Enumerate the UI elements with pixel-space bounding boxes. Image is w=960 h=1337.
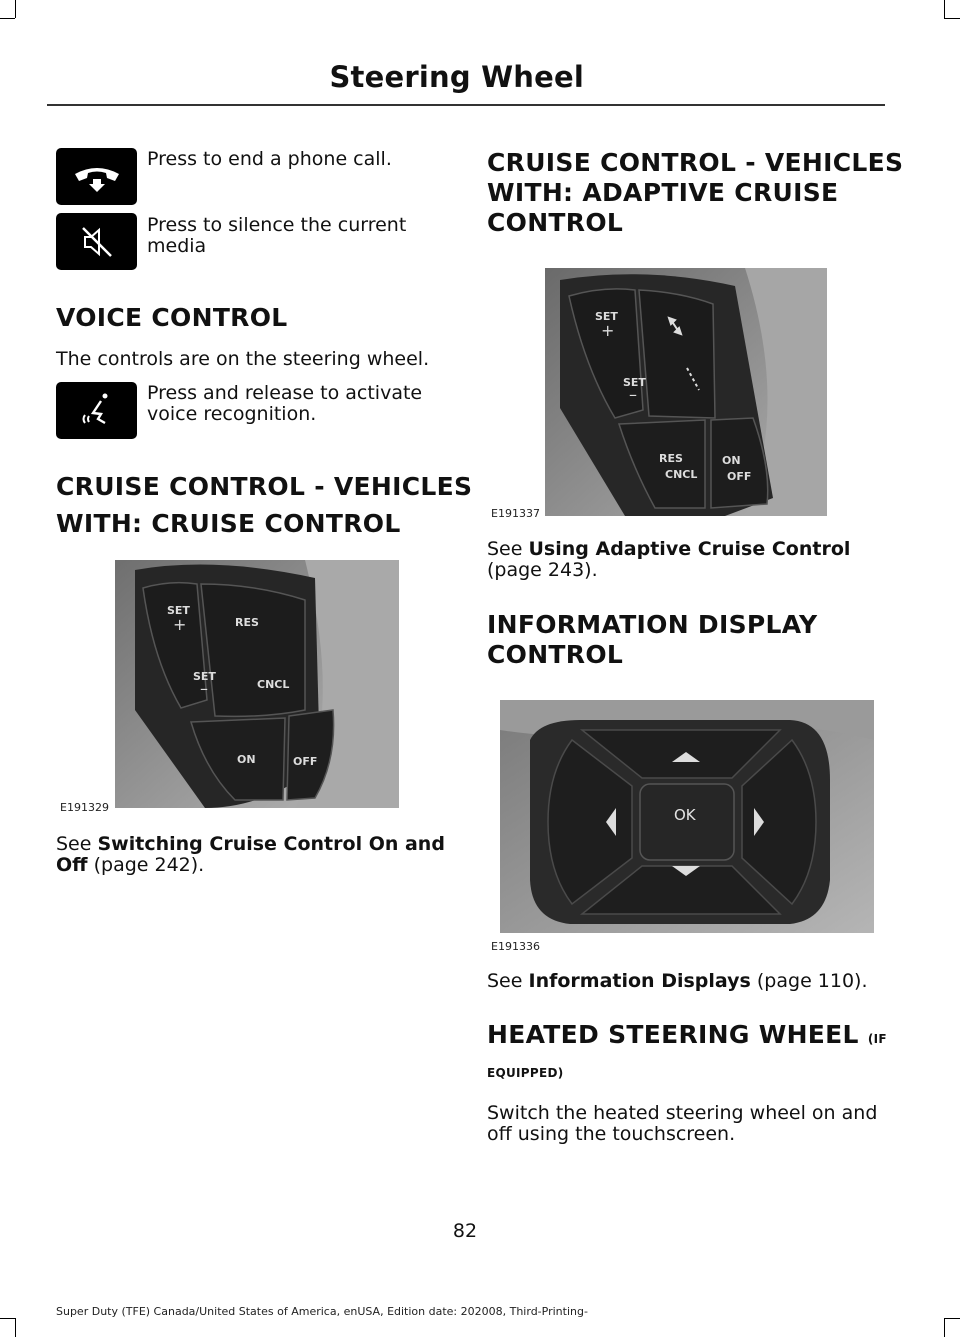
- see-label: See: [487, 970, 523, 992]
- page-number: 82: [452, 1220, 478, 1242]
- information-display-heading: [487, 610, 817, 670]
- cruise-control-reference: [56, 834, 446, 876]
- crop-mark: [944, 1318, 945, 1337]
- page-reference: (page 243).: [487, 559, 598, 581]
- adaptive-cruise-buttons-image: [545, 268, 827, 516]
- page-reference: (page 242).: [93, 854, 205, 876]
- cruise-control-heading: [56, 472, 472, 539]
- heated-steering-wheel-text: Switch the heated steering wheel on and off using the touchscreen.: [487, 1102, 878, 1145]
- heading-suffix-line: EQUIPPED): [487, 1066, 564, 1080]
- crop-mark: [15, 0, 16, 18]
- cross-reference-link[interactable]: Using Adaptive Cruise Control: [528, 538, 851, 560]
- heading-line: WITH: CRUISE CONTROL: [56, 509, 401, 538]
- cross-reference-link[interactable]: Information Displays: [528, 970, 751, 992]
- heated-steering-wheel-heading: [487, 1020, 887, 1054]
- crop-mark: [15, 1318, 16, 1337]
- crop-mark: [0, 1318, 15, 1319]
- heading-line: CONTROL: [487, 640, 624, 669]
- on-label: ON: [237, 753, 256, 766]
- heading-line: CONTROL: [487, 208, 624, 237]
- set-minus-label: SET: [193, 670, 216, 683]
- voice-control-intro: The controls are on the steering wheel.: [56, 348, 430, 370]
- heading-line: WITH: ADAPTIVE CRUISE: [487, 178, 839, 207]
- see-label: See: [56, 833, 92, 855]
- information-display-control-image: [500, 700, 874, 933]
- plus-glyph: +: [601, 321, 615, 340]
- adaptive-cruise-heading: [487, 148, 903, 238]
- footer-edition: Super Duty (TFE) Canada/United States of America, enUSA, Edition date: 202008, Third-Printing-: [56, 1305, 588, 1318]
- res-label: RES: [659, 452, 683, 465]
- heading-line: CRUISE CONTROL - VEHICLES: [487, 148, 904, 177]
- crop-mark: [944, 1318, 960, 1319]
- heading-line: CRUISE CONTROL - VEHICLES: [56, 472, 473, 501]
- mute-icon: [56, 213, 137, 270]
- cncl-label: CNCL: [665, 468, 698, 481]
- voice-control-heading: VOICE CONTROL: [56, 303, 288, 332]
- heading-suffix: (IF: [867, 1032, 887, 1046]
- image-code: E191337: [491, 507, 540, 520]
- image-code: E191329: [60, 801, 109, 814]
- res-label: RES: [235, 616, 259, 629]
- set-plus-label: SET: [167, 604, 190, 617]
- cruise-control-buttons-image: [115, 560, 399, 808]
- crop-mark: [944, 18, 960, 19]
- end-call-description: Press to end a phone call.: [147, 148, 392, 170]
- voice-recognition-description: Press and release to activate voice recognition.: [147, 382, 423, 425]
- end-call-icon: [56, 148, 137, 205]
- cncl-label: CNCL: [257, 678, 290, 691]
- information-display-reference: [487, 971, 887, 992]
- plus-glyph: +: [173, 615, 187, 634]
- crop-mark: [944, 0, 945, 18]
- adaptive-cruise-reference: [487, 539, 887, 581]
- set-plus-label: SET: [595, 310, 618, 323]
- minus-glyph: –: [629, 385, 637, 404]
- minus-glyph: –: [200, 679, 208, 698]
- crop-mark: [0, 18, 15, 19]
- header-divider: [47, 104, 885, 106]
- voice-recognition-icon: [56, 382, 137, 439]
- set-minus-label: SET: [623, 376, 646, 389]
- cross-reference-link[interactable]: Switching Cruise Control On and Off: [56, 833, 445, 876]
- heading-line: HEATED STEERING WHEEL: [487, 1020, 859, 1049]
- page-title: Steering Wheel: [329, 60, 584, 94]
- mute-description: Press to silence the current media: [147, 214, 407, 257]
- page-reference: (page 110).: [756, 970, 868, 992]
- ok-label: OK: [674, 806, 696, 824]
- image-code: E191336: [491, 940, 540, 953]
- see-label: See: [487, 538, 523, 560]
- off-label: OFF: [293, 755, 318, 768]
- heading-line: INFORMATION DISPLAY: [487, 610, 818, 639]
- on-label: ON: [722, 454, 741, 467]
- off-label: OFF: [727, 470, 752, 483]
